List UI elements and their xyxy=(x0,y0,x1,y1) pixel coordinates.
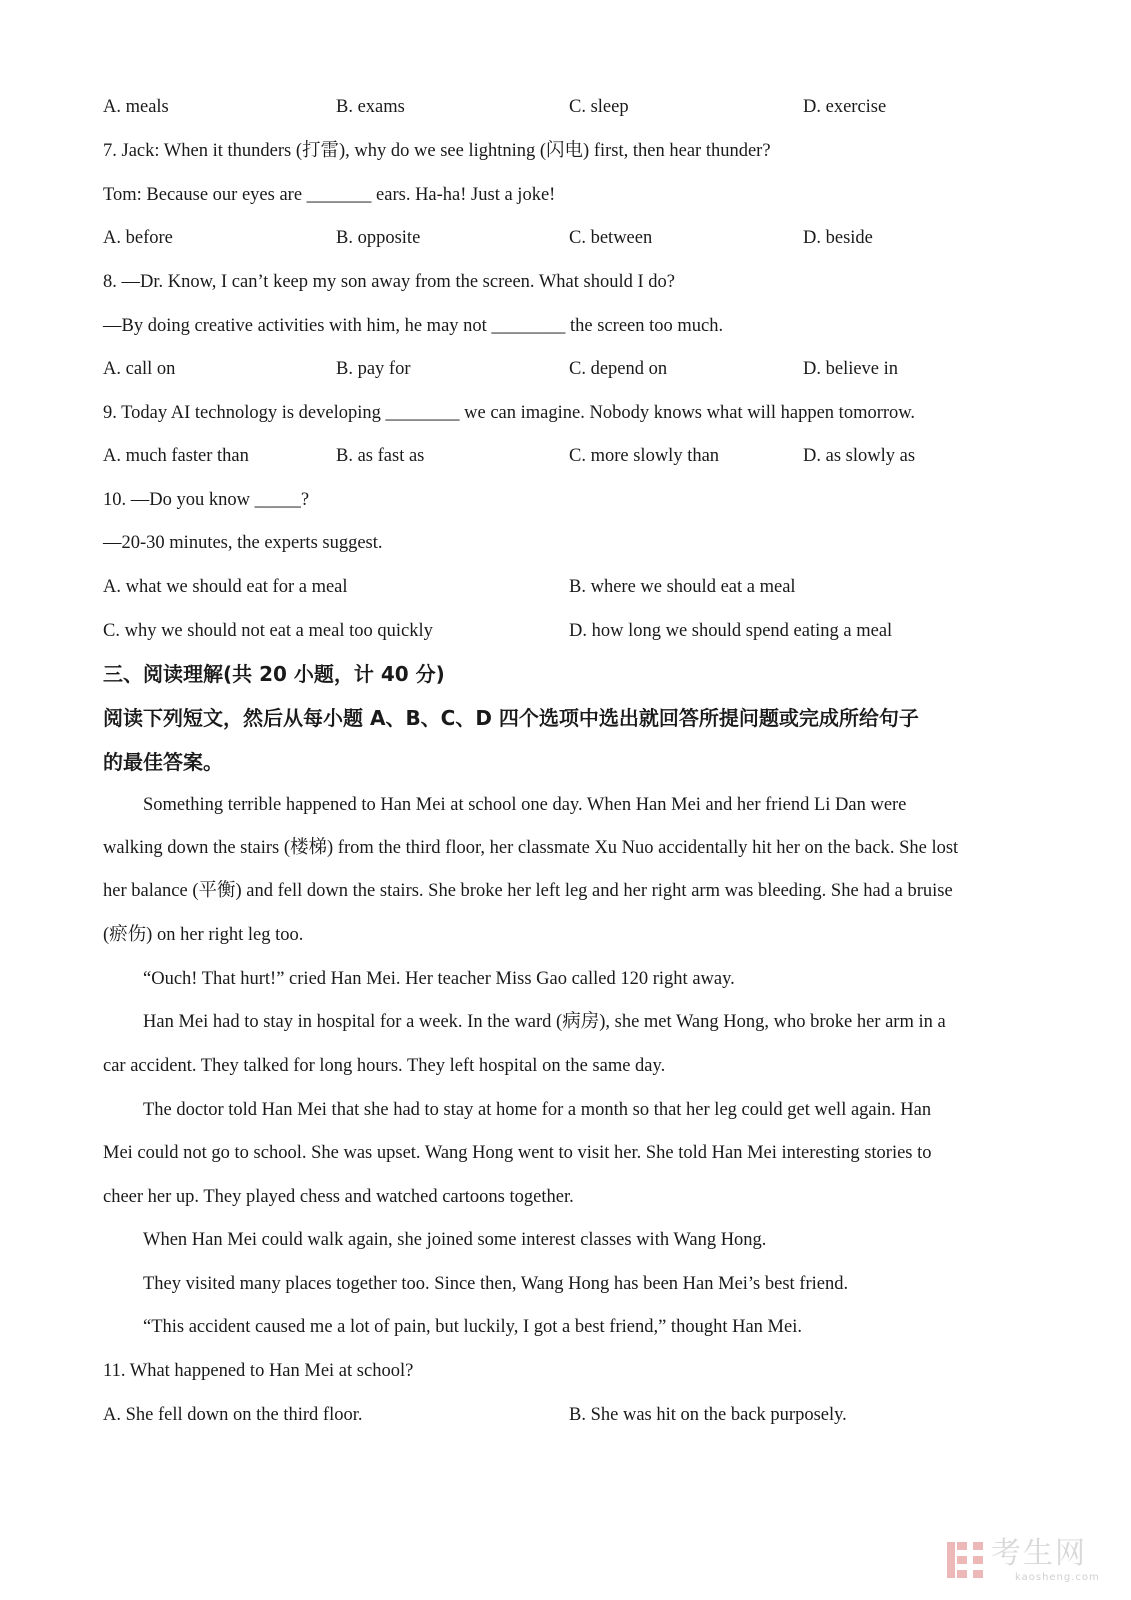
q10-option-a: A. what we should eat for a meal xyxy=(103,577,348,597)
q9-option-c: C. more slowly than xyxy=(569,446,720,466)
q8-question: 8. —Dr. Know, I can’t keep my son away from the screen. What should I do? xyxy=(103,272,675,292)
q8-option-a: A. call on xyxy=(103,359,176,379)
q6-option-d: D. exercise xyxy=(803,97,887,117)
kaosheng-logo-icon xyxy=(945,1540,985,1580)
q9-option-d: D. as slowly as xyxy=(803,446,916,466)
q7-option-a: A. before xyxy=(103,228,173,248)
q11-option-b: B. She was hit on the back purposely. xyxy=(569,1405,847,1425)
passage-line: Mei could not go to school. She was upset. Wang Hong went to visit her. She told Han Mei interesting stories to xyxy=(103,1143,932,1163)
q8-option-c: C. depend on xyxy=(569,359,668,379)
q10-option-d: D. how long we should spend eating a meal xyxy=(569,621,893,641)
watermark-text: 考生网 xyxy=(991,1536,1087,1571)
q7-option-b: B. opposite xyxy=(336,228,421,248)
q10-dialogue: —20-30 minutes, the experts suggest. xyxy=(103,533,383,553)
q9-question: 9. Today AI technology is developing ________ we can imagine. Nobody knows what will happen tomorrow. xyxy=(103,403,916,423)
section-instruction-line1: 阅读下列短文，然后从每小题 A、B、C、D 四个选项中选出就回答所提问题或完成所给句子 xyxy=(103,706,919,730)
passage-line: walking down the stairs (楼梯) from the third floor, her classmate Xu Nuo accidentally hit her on the back. She lost xyxy=(103,838,959,858)
q7-question: 7. Jack: When it thunders (打雷), why do we see lightning (闪电) first, then hear thunder? xyxy=(103,141,771,161)
watermark xyxy=(945,1536,1115,1586)
q11-question: 11. What happened to Han Mei at school? xyxy=(103,1361,414,1381)
q9-option-a: A. much faster than xyxy=(103,446,249,466)
q6-option-a: A. meals xyxy=(103,97,169,117)
q7-option-d: D. beside xyxy=(803,228,873,248)
q6-option-b: B. exams xyxy=(336,97,405,117)
passage-line: “This accident caused me a lot of pain, but luckily, I got a best friend,” thought Han Mei. xyxy=(143,1317,802,1337)
passage-line: (瘀伤) on her right leg too. xyxy=(103,925,304,945)
passage-line: The doctor told Han Mei that she had to stay at home for a month so that her leg could get well again. Han xyxy=(143,1100,932,1120)
passage-line: her balance (平衡) and fell down the stairs. She broke her left leg and her right arm was bleeding. She had a bruise xyxy=(103,881,953,901)
watermark-url: kaosheng.com xyxy=(1015,1572,1100,1583)
q8-option-b: B. pay for xyxy=(336,359,411,379)
section-instruction-line2: 的最佳答案。 xyxy=(103,750,223,774)
passage-line: When Han Mei could walk again, she joined some interest classes with Wang Hong. xyxy=(143,1230,767,1250)
q8-option-d: D. believe in xyxy=(803,359,899,379)
passage-line: Han Mei had to stay in hospital for a week. In the ward (病房), she met Wang Hong, who broke her arm in a xyxy=(143,1012,946,1032)
q6-option-c: C. sleep xyxy=(569,97,629,117)
passage-line: Something terrible happened to Han Mei at school one day. When Han Mei and her friend Li Dan were xyxy=(143,795,907,815)
q9-option-b: B. as fast as xyxy=(336,446,425,466)
passage-line: cheer her up. They played chess and watched cartoons together. xyxy=(103,1187,574,1207)
section-heading: 三、阅读理解(共 20 小题，计 40 分) xyxy=(103,662,445,686)
q10-option-b: B. where we should eat a meal xyxy=(569,577,796,597)
passage-line: They visited many places together too. Since then, Wang Hong has been Han Mei’s best friend. xyxy=(143,1274,849,1294)
q8-dialogue: —By doing creative activities with him, he may not ________ the screen too much. xyxy=(103,316,724,336)
q11-option-a: A. She fell down on the third floor. xyxy=(103,1405,363,1425)
q7-dialogue: Tom: Because our eyes are _______ ears. Ha-ha! Just a joke! xyxy=(103,185,556,205)
q10-option-c: C. why we should not eat a meal too quickly xyxy=(103,621,433,641)
q10-question: 10. —Do you know _____? xyxy=(103,490,310,510)
q7-option-c: C. between xyxy=(569,228,653,248)
passage-line: car accident. They talked for long hours. They left hospital on the same day. xyxy=(103,1056,666,1076)
passage-line: “Ouch! That hurt!” cried Han Mei. Her teacher Miss Gao called 120 right away. xyxy=(143,969,735,989)
